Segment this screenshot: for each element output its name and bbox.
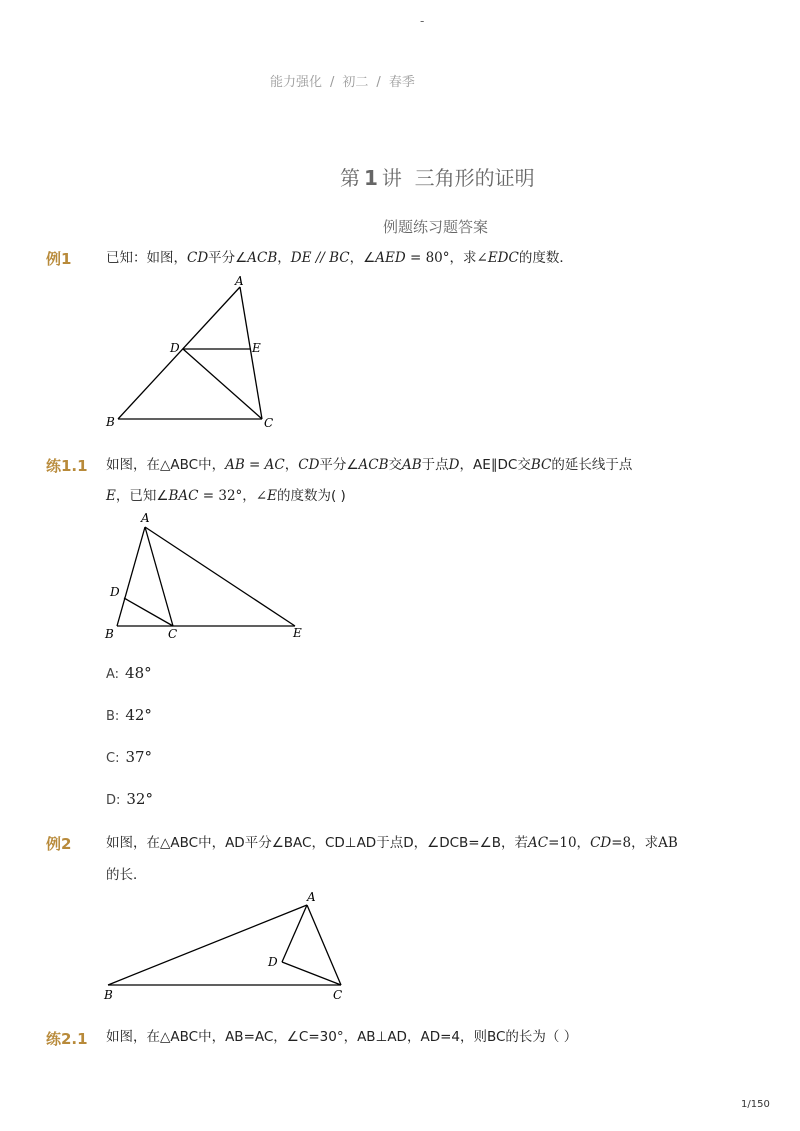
breadcrumb-item-season: 春季 [388, 75, 415, 90]
option-b[interactable] [106, 706, 152, 724]
vertex-label: B [106, 415, 115, 429]
segment-AB [117, 527, 145, 626]
text-segment: ，∠ [349, 250, 376, 266]
vertex-label: C [333, 988, 343, 1002]
math-segment: ACB [247, 250, 278, 266]
math-segment: DE // BC [290, 250, 350, 266]
vertex-label: B [105, 627, 114, 641]
question-text-pr1-1-line2 [106, 481, 346, 511]
text-segment: 已知：如图， [106, 250, 187, 266]
option-letter: C: [106, 751, 120, 766]
text-segment: ，AE∥DC交 [459, 457, 531, 473]
vertex-label: E [252, 341, 261, 355]
page-number: 1/150 [741, 1099, 770, 1110]
question-text-pr1-1-line1 [106, 450, 632, 480]
vertex-label: A [235, 274, 244, 288]
question-label-pr1-1: 练1.1 [46, 457, 88, 475]
section-title: 例题练习题答案 [383, 218, 489, 236]
text-segment: 平分∠ [208, 250, 248, 266]
breadcrumb-item-grade: 初二 [342, 75, 369, 90]
figure-ex1-1 [104, 511, 302, 641]
option-value: 37° [125, 748, 153, 766]
vertex-label: A [307, 890, 316, 904]
text-segment: 平分∠ [319, 457, 359, 473]
option-value: 42° [125, 706, 152, 724]
text-segment: 的度数为( ) [276, 488, 346, 504]
title-prefix: 第 [340, 166, 360, 190]
math-segment: CD [590, 835, 612, 851]
option-letter: D: [106, 793, 121, 808]
math-segment: = 32°，∠ [198, 488, 268, 504]
question-label-ex1: 例1 [46, 250, 72, 268]
math-segment: ACB [358, 457, 389, 473]
math-segment: BC [530, 457, 552, 473]
text-segment: 于点 [421, 457, 449, 473]
question-label-ex2: 例2 [46, 835, 72, 853]
math-segment: E [106, 488, 116, 504]
math-segment: EDC [487, 250, 519, 266]
segment-AC [307, 905, 341, 985]
question-label-pr2-1: 练2.1 [46, 1030, 88, 1048]
option-letter: A: [106, 667, 120, 682]
figure-ex1 [105, 274, 273, 430]
math-segment: AB = AC [225, 457, 285, 473]
math-segment: E [267, 488, 277, 504]
breadcrumb-separator: / [330, 75, 335, 90]
option-c[interactable] [106, 748, 152, 766]
top-dash: - [420, 14, 425, 28]
option-letter: B: [106, 709, 120, 724]
segment-AC [145, 527, 173, 626]
question-text-ex2-line2: 的长． [106, 867, 147, 883]
segment-DC [183, 349, 262, 419]
text-segment: 如图，在 [106, 457, 160, 473]
math-segment: AB [402, 457, 422, 473]
option-value: 32° [126, 790, 153, 808]
breadcrumb-separator: / [376, 75, 381, 90]
text-segment: ， [277, 250, 291, 266]
option-d[interactable] [106, 790, 153, 808]
math-segment: D [448, 457, 460, 473]
text-segment: =10， [548, 835, 591, 851]
vertex-label: E [293, 626, 302, 640]
vertex-label: D [170, 341, 180, 355]
text-segment: ， [284, 457, 299, 473]
vertex-label: B [104, 988, 113, 1002]
text-segment: 的延长线于点 [551, 457, 633, 473]
vertex-label: C [168, 627, 178, 641]
math-segment: = 80°，求∠ [405, 250, 488, 266]
math-segment: AED [375, 250, 406, 266]
title-number: 1 [364, 166, 378, 190]
math-segment: BAC [168, 488, 199, 504]
text-segment: 交 [388, 457, 402, 473]
question-text-ex2-line1 [106, 828, 678, 858]
vertex-label: D [110, 585, 120, 599]
text-segment: △ABC中， [160, 457, 226, 473]
text-segment: 如图，在△ABC中，AD平分∠BAC，CD⊥AD于点D，∠DCB=∠B，若 [106, 835, 528, 851]
option-value: 48° [125, 664, 152, 682]
segment-AB [108, 905, 307, 985]
text-segment: ，已知∠ [115, 488, 169, 504]
text-segment: =8，求AB [611, 835, 678, 851]
breadcrumb-item-level: 能力强化 [270, 75, 323, 90]
vertex-label: C [264, 416, 274, 430]
question-text-pr2-1: 如图，在△ABC中，AB=AC，∠C=30°，AB⊥AD，AD=4，则BC的长为（ ） [106, 1029, 578, 1045]
vertex-label: A [141, 511, 150, 525]
vertex-label: D [268, 955, 278, 969]
math-segment: CD [187, 250, 209, 266]
text-segment: 的度数． [518, 250, 573, 266]
math-segment: AC [527, 835, 549, 851]
figure-ex2 [103, 890, 342, 1002]
title-suffix: 讲 [381, 166, 402, 190]
option-a[interactable] [106, 664, 152, 682]
segment-AE [145, 527, 295, 626]
title-name: 三角形的证明 [414, 166, 535, 190]
math-segment: CD [298, 457, 320, 473]
